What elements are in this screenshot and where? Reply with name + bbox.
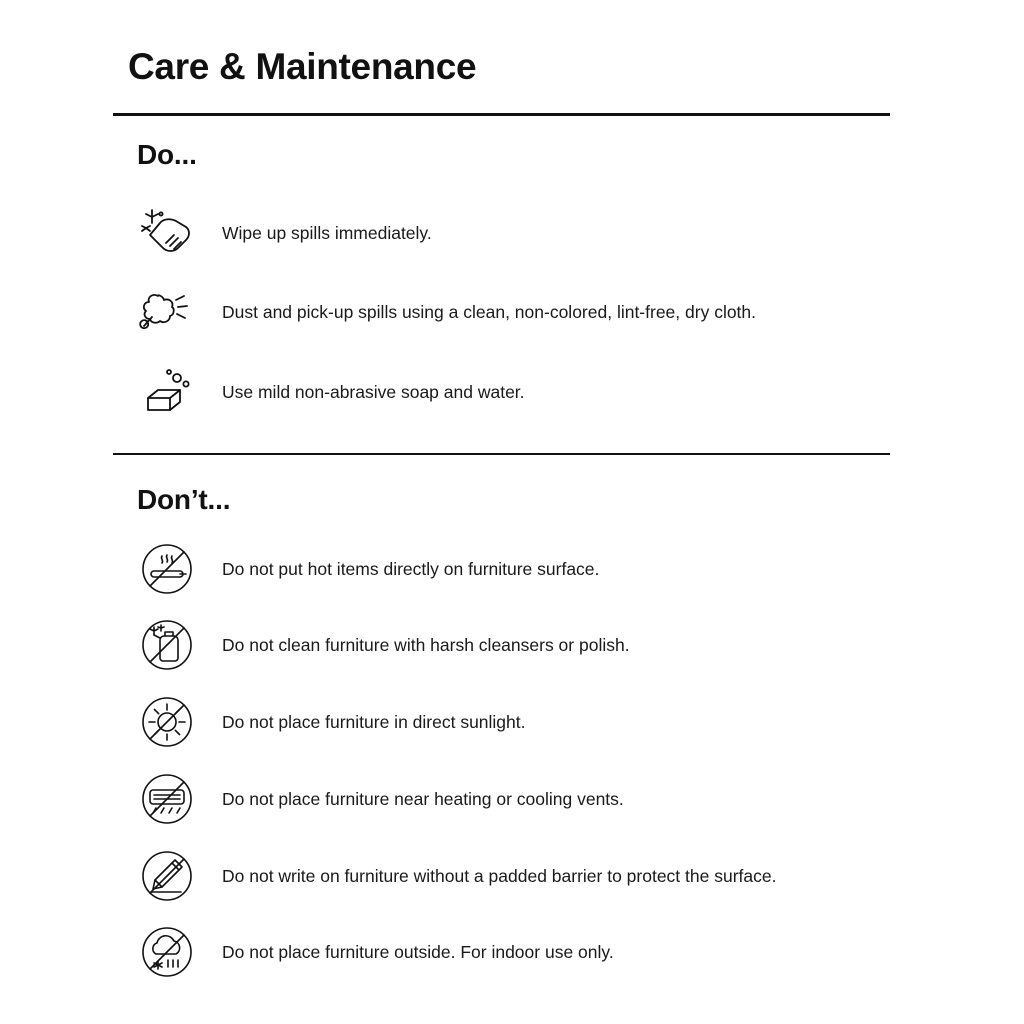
page-title: Care & Maintenance bbox=[128, 46, 477, 87]
list-item-label: Dust and pick-up spills using a clean, non-colored, lint-free, dry cloth. bbox=[222, 301, 757, 322]
section-heading-do: Do... bbox=[137, 139, 197, 170]
section-divider bbox=[113, 453, 890, 455]
list-item-label: Do not place furniture outside. For indoor use only. bbox=[222, 941, 614, 962]
list-item bbox=[134, 614, 630, 676]
duster-icon bbox=[134, 281, 200, 343]
list-item bbox=[134, 538, 599, 600]
list-item bbox=[134, 202, 432, 264]
header-divider bbox=[113, 113, 890, 116]
list-item bbox=[134, 361, 525, 423]
no-direct-sunlight-icon bbox=[134, 691, 200, 753]
wipe-cloth-icon bbox=[134, 202, 200, 264]
list-item-label: Do not put hot items directly on furniture surface. bbox=[222, 558, 600, 579]
no-vents-icon bbox=[134, 768, 200, 830]
list-item-label: Do not place furniture near heating or cooling vents. bbox=[222, 788, 624, 809]
no-spray-cleanser-icon bbox=[134, 614, 200, 676]
no-writing-icon bbox=[134, 845, 200, 907]
list-item bbox=[134, 768, 624, 830]
list-item-label: Wipe up spills immediately. bbox=[222, 222, 432, 243]
list-item-label: Use mild non-abrasive soap and water. bbox=[222, 381, 525, 402]
soap-bar-icon bbox=[134, 361, 200, 423]
list-item bbox=[134, 281, 756, 343]
list-item bbox=[134, 921, 614, 983]
section-heading-dont: Don’t... bbox=[137, 484, 231, 515]
no-hot-items-icon bbox=[134, 538, 200, 600]
no-outdoor-weather-icon bbox=[134, 921, 200, 983]
list-item-label: Do not write on furniture without a padded barrier to protect the surface. bbox=[222, 865, 777, 886]
list-item bbox=[134, 691, 526, 753]
list-item-label: Do not clean furniture with harsh cleansers or polish. bbox=[222, 634, 630, 655]
list-item-label: Do not place furniture in direct sunlight. bbox=[222, 711, 526, 732]
list-item bbox=[134, 845, 776, 907]
